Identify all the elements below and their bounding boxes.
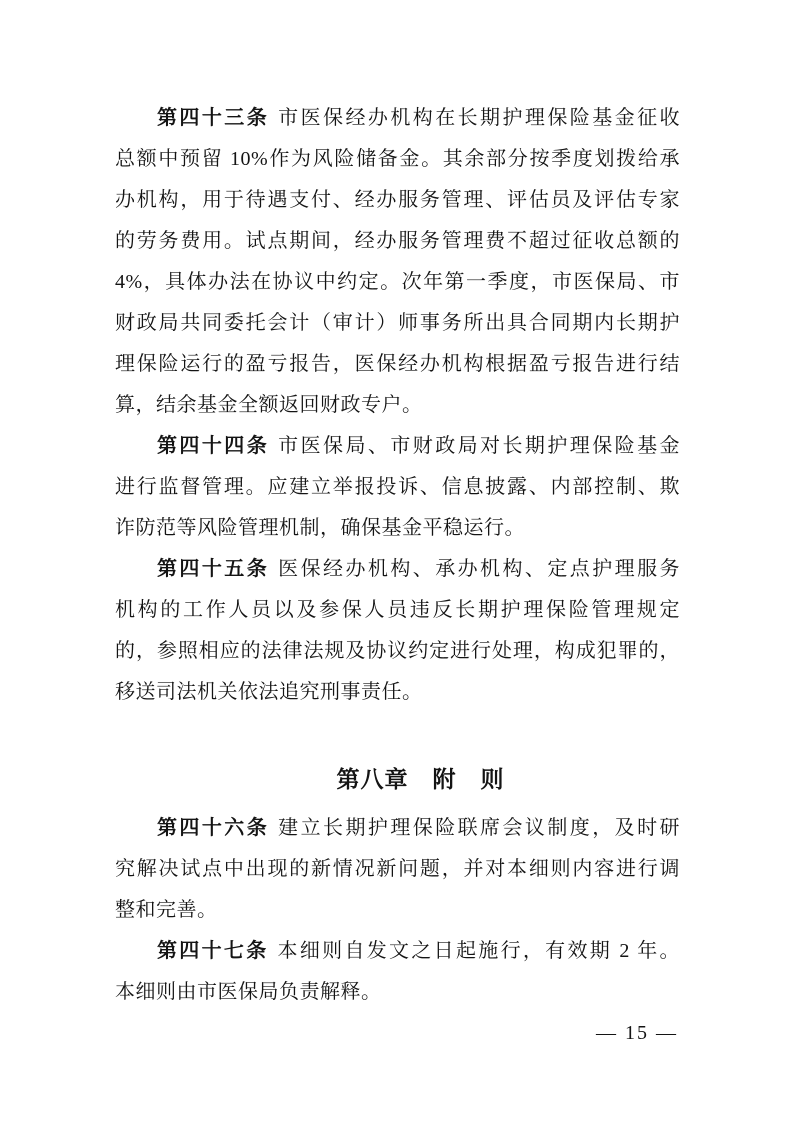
article-44 (115, 426, 680, 549)
article-45 (115, 549, 680, 713)
article-47 (115, 931, 680, 1013)
paragraph-line: 诈防范等风险管理机制，确保基金平稳运行。 (115, 517, 525, 539)
paragraph-line (115, 98, 680, 139)
paragraph-line: 整和完善。 (115, 899, 218, 921)
page-number: — 15 — (596, 1022, 678, 1044)
article-number: 第四十六条 (157, 817, 270, 839)
paragraph-line: 进行监督管理。应建立举报投诉、信息披露、内部控制、欺 (115, 476, 680, 498)
paragraph-line: 4%，具体办法在协议中约定。次年第一季度，市医保局、市 (115, 271, 680, 293)
article-number: 第四十四条 (157, 435, 270, 457)
chapter-heading: 第八章 附 则 (336, 767, 505, 792)
paragraph-line: 究解决试点中出现的新情况新问题，并对本细则内容进行调 (115, 858, 680, 880)
line-text: 市医保经办机构在长期护理保险基金征收 (278, 107, 681, 129)
paragraph-line: 的，参照相应的法律法规及协议约定进行处理，构成犯罪的， (115, 640, 680, 662)
paragraph-line (115, 426, 680, 467)
paragraph-line (115, 808, 680, 849)
paragraph-line: 理保险运行的盈亏报告，医保经办机构根据盈亏报告进行结 (115, 353, 680, 375)
paragraph-line (115, 549, 680, 590)
paragraph-line: 财政局共同委托会计（审计）师事务所出具合同期内长期护 (115, 312, 680, 334)
document-content (115, 98, 680, 1054)
paragraph-line: 算，结余基金全额返回财政专户。 (115, 394, 423, 416)
article-46 (115, 808, 680, 931)
line-text: 医保经办机构、承办机构、定点护理服务 (278, 558, 681, 580)
paragraph-line: 机构的工作人员以及参保人员违反长期护理保险管理规定 (115, 599, 680, 621)
paragraph-line: 总额中预留 10%作为风险储备金。其余部分按季度划拨给承 (115, 148, 680, 170)
paragraph-line: 办机构，用于待遇支付、经办服务管理、评估员及评估专家 (115, 189, 680, 211)
article-number: 第四十五条 (157, 558, 270, 580)
paragraph-line: 移送司法机关依法追究刑事责任。 (115, 681, 423, 703)
paragraph-line: 本细则由市医保局负责解释。 (115, 981, 382, 1003)
paragraph-line (115, 931, 680, 972)
line-text: 市医保局、市财政局对长期护理保险基金 (278, 435, 681, 457)
article-number: 第四十七条 (157, 940, 269, 962)
article-43 (115, 98, 680, 426)
line-text: 本细则自发文之日起施行，有效期 2 年。 (277, 940, 681, 962)
line-text: 建立长期护理保险联席会议制度，及时研 (278, 817, 681, 839)
paragraph-line: 的劳务费用。试点期间，经办服务管理费不超过征收总额的 (115, 230, 680, 252)
article-number: 第四十三条 (157, 107, 270, 129)
